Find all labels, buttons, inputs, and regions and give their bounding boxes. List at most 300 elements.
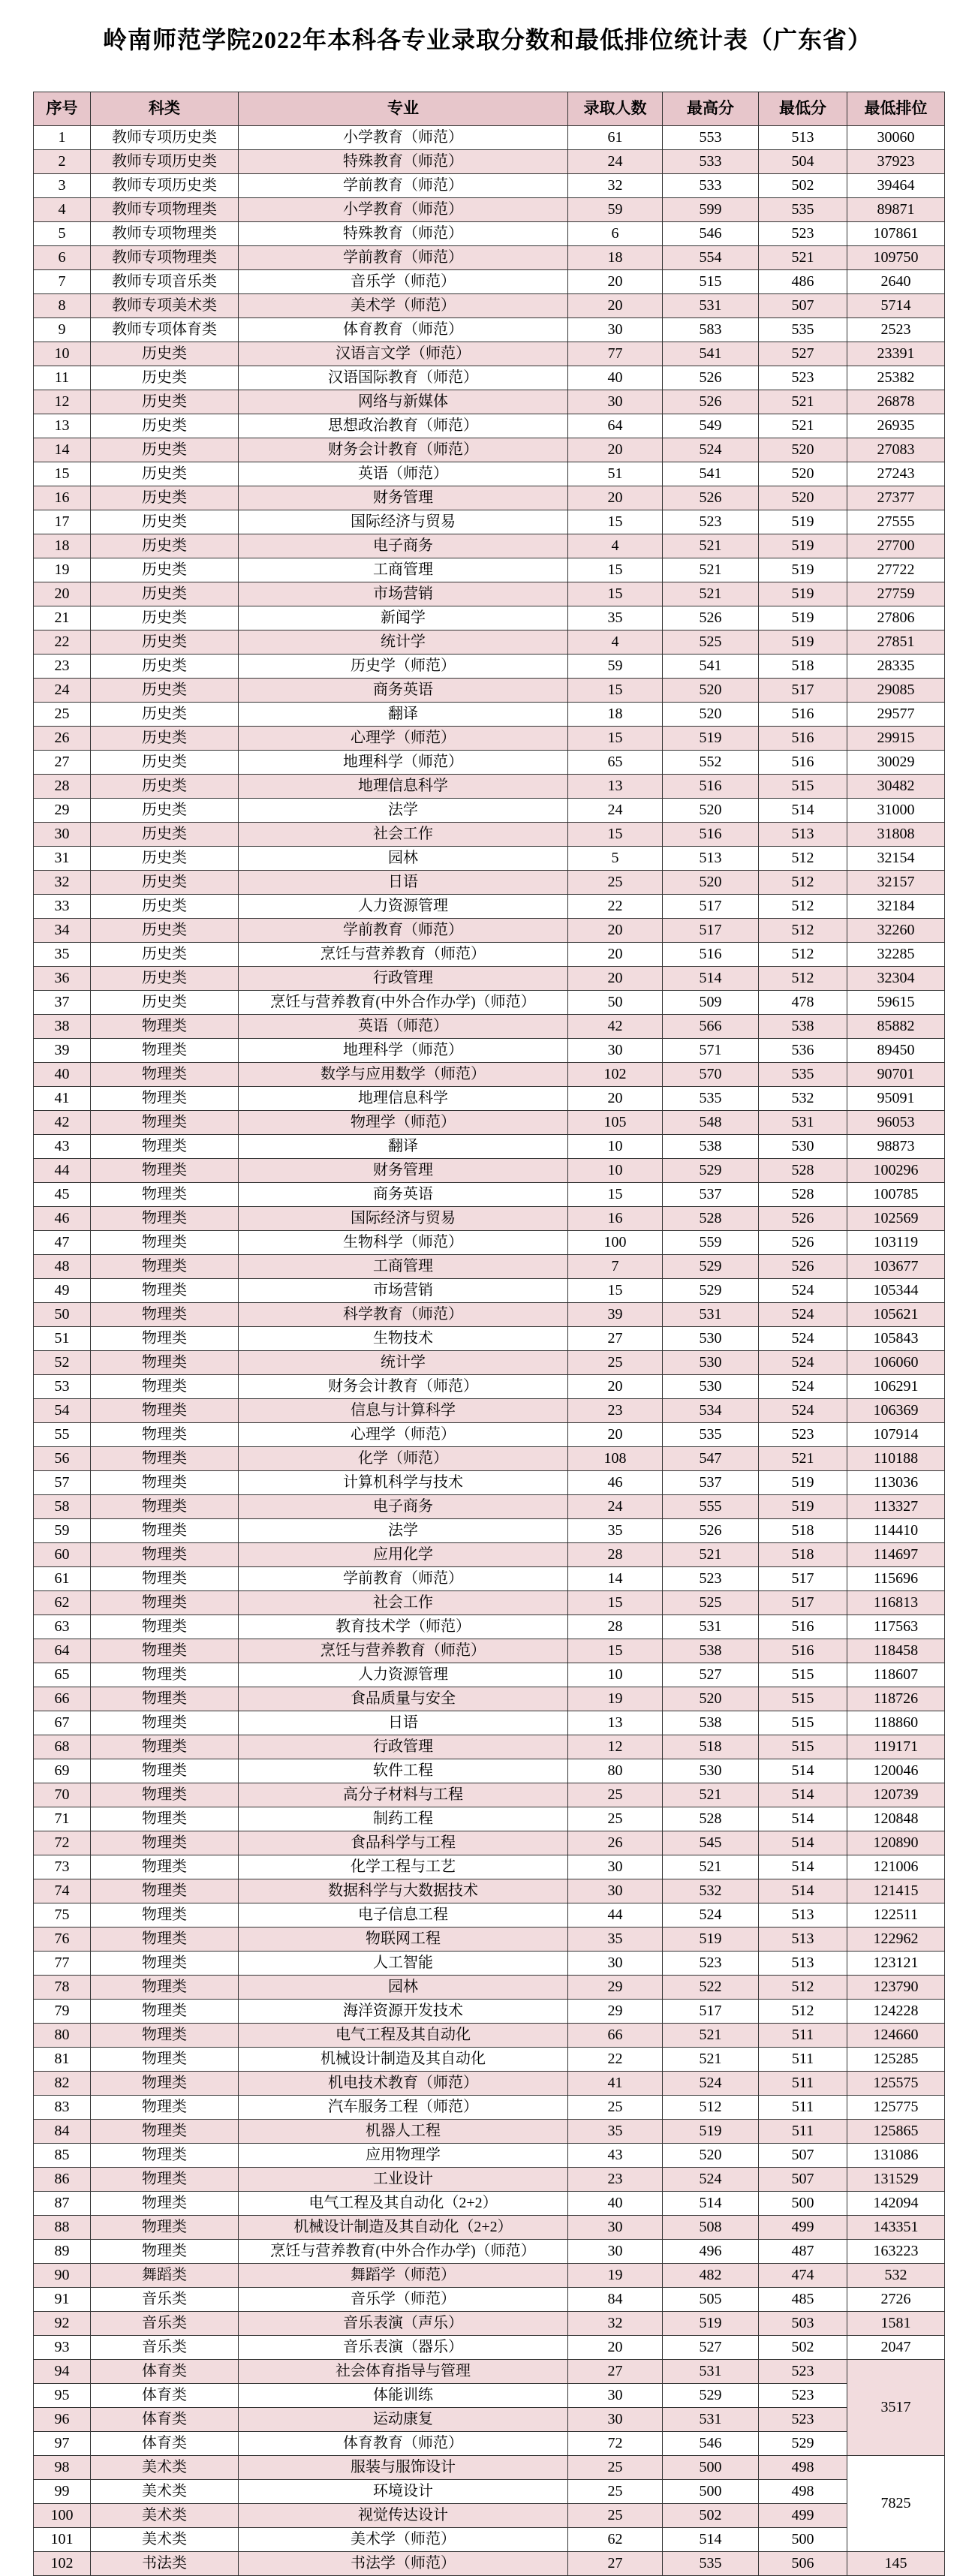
cell-enrolled: 20 [568,943,663,967]
cell-min-rank: 28335 [847,655,945,679]
cell-major: 汉语国际教育（师范） [239,366,568,390]
cell-major: 美术学（师范） [239,294,568,318]
cell-index: 101 [34,2528,91,2552]
cell-max-score: 531 [663,294,759,318]
table-row [34,1039,945,1063]
cell-min-score: 519 [759,630,847,655]
cell-enrolled: 22 [568,2048,663,2072]
cell-category: 物理类 [91,1255,239,1279]
table-row [34,1783,945,1807]
cell-major: 小学教育（师范） [239,198,568,222]
cell-major: 音乐表演（器乐） [239,2336,568,2360]
cell-index: 63 [34,1615,91,1639]
table-row [34,1519,945,1543]
cell-enrolled: 30 [568,2408,663,2432]
cell-index: 31 [34,847,91,871]
cell-category: 物理类 [91,1447,239,1471]
cell-min-rank: 29915 [847,727,945,751]
cell-major: 信息与计算科学 [239,1399,568,1423]
cell-enrolled: 15 [568,582,663,606]
cell-major: 学前教育（师范） [239,246,568,270]
cell-min-rank: 90701 [847,1063,945,1087]
cell-index: 50 [34,1303,91,1327]
cell-min-rank: 32184 [847,895,945,919]
cell-index: 58 [34,1495,91,1519]
cell-min-rank: 124660 [847,2024,945,2048]
cell-index: 82 [34,2072,91,2096]
cell-category: 物理类 [91,1687,239,1711]
cell-major: 思想政治教育（师范） [239,414,568,438]
cell-index: 66 [34,1687,91,1711]
admission-table [33,92,945,2576]
cell-enrolled: 30 [568,1952,663,1976]
cell-min-score: 532 [759,1087,847,1111]
table-row [34,2504,945,2528]
cell-index: 89 [34,2240,91,2264]
cell-max-score: 520 [663,871,759,895]
cell-max-score: 505 [663,2288,759,2312]
cell-min-score: 523 [759,2384,847,2408]
cell-category: 物理类 [91,1183,239,1207]
table-row [34,150,945,174]
cell-min-rank: 2523 [847,318,945,342]
cell-min-score: 523 [759,2360,847,2384]
cell-index: 53 [34,1375,91,1399]
cell-index: 23 [34,655,91,679]
cell-max-score: 521 [663,582,759,606]
cell-category: 历史类 [91,342,239,366]
cell-major: 工商管理 [239,1255,568,1279]
cell-major: 书法学（师范） [239,2552,568,2576]
cell-major: 机械设计制造及其自动化（2+2） [239,2216,568,2240]
cell-index: 36 [34,967,91,991]
cell-enrolled: 18 [568,246,663,270]
cell-major: 市场营销 [239,582,568,606]
cell-enrolled: 64 [568,414,663,438]
cell-major: 化学工程与工艺 [239,1855,568,1879]
cell-min-rank: 106369 [847,1399,945,1423]
cell-enrolled: 10 [568,1135,663,1159]
table-row [34,1735,945,1759]
cell-enrolled: 20 [568,294,663,318]
table-row [34,390,945,414]
cell-category: 物理类 [91,1903,239,1927]
cell-min-rank: 143351 [847,2216,945,2240]
cell-index: 85 [34,2144,91,2168]
cell-min-rank: 27851 [847,630,945,655]
cell-category: 教师专项物理类 [91,222,239,246]
cell-min-rank: 31000 [847,799,945,823]
cell-major: 日语 [239,871,568,895]
cell-major: 学前教育（师范） [239,919,568,943]
cell-min-score: 535 [759,198,847,222]
table-row [34,198,945,222]
table-row [34,1399,945,1423]
table-row [34,1976,945,2000]
cell-min-score: 520 [759,486,847,510]
table-row [34,1471,945,1495]
cell-max-score: 552 [663,751,759,775]
cell-category: 历史类 [91,390,239,414]
cell-min-rank: 32260 [847,919,945,943]
cell-major: 汉语言文学（师范） [239,342,568,366]
cell-enrolled: 40 [568,366,663,390]
cell-index: 27 [34,751,91,775]
cell-min-score: 518 [759,655,847,679]
cell-min-score: 523 [759,2408,847,2432]
cell-major: 国际经济与贸易 [239,1207,568,1231]
cell-category: 物理类 [91,2120,239,2144]
cell-max-score: 533 [663,174,759,198]
cell-category: 物理类 [91,1855,239,1879]
cell-category: 物理类 [91,1231,239,1255]
cell-max-score: 527 [663,1663,759,1687]
table-row [34,1495,945,1519]
cell-major: 体能训练 [239,2384,568,2408]
cell-major: 财务会计教育（师范） [239,1375,568,1399]
cell-enrolled: 35 [568,606,663,630]
cell-max-score: 531 [663,1303,759,1327]
cell-category: 历史类 [91,679,239,703]
cell-enrolled: 46 [568,1471,663,1495]
cell-max-score: 526 [663,1519,759,1543]
cell-index: 16 [34,486,91,510]
cell-min-score: 511 [759,2048,847,2072]
cell-enrolled: 19 [568,2264,663,2288]
cell-min-rank: 113327 [847,1495,945,1519]
table-row [34,2336,945,2360]
cell-min-score: 511 [759,2096,847,2120]
cell-index: 35 [34,943,91,967]
cell-min-score: 511 [759,2024,847,2048]
cell-max-score: 482 [663,2264,759,2288]
cell-category: 历史类 [91,871,239,895]
cell-category: 物理类 [91,1615,239,1639]
cell-min-score: 514 [759,1831,847,1855]
cell-major: 电气工程及其自动化 [239,2024,568,2048]
cell-category: 教师专项音乐类 [91,270,239,294]
cell-min-rank: 59615 [847,991,945,1015]
cell-min-rank: 118458 [847,1639,945,1663]
cell-max-score: 521 [663,558,759,582]
cell-index: 42 [34,1111,91,1135]
cell-max-score: 521 [663,1855,759,1879]
table-row [34,630,945,655]
cell-min-rank: 125865 [847,2120,945,2144]
cell-category: 物理类 [91,2216,239,2240]
cell-major: 食品质量与安全 [239,1687,568,1711]
cell-enrolled: 29 [568,2000,663,2024]
cell-major: 网络与新媒体 [239,390,568,414]
table-row [34,2432,945,2456]
cell-category: 物理类 [91,1087,239,1111]
cell-major: 法学 [239,1519,568,1543]
cell-max-score: 520 [663,799,759,823]
cell-max-score: 515 [663,270,759,294]
cell-min-score: 513 [759,1903,847,1927]
cell-min-score: 526 [759,1255,847,1279]
cell-major: 地理信息科学 [239,1087,568,1111]
cell-min-rank: 103677 [847,1255,945,1279]
table-row [34,1087,945,1111]
cell-enrolled: 27 [568,2552,663,2576]
cell-major: 生物科学（师范） [239,1231,568,1255]
cell-index: 64 [34,1639,91,1663]
cell-enrolled: 15 [568,1639,663,1663]
cell-major: 统计学 [239,1351,568,1375]
cell-category: 教师专项体育类 [91,318,239,342]
cell-major: 汽车服务工程（师范） [239,2096,568,2120]
cell-min-rank: 30029 [847,751,945,775]
table-row [34,823,945,847]
header-enrolled: 录取人数 [568,92,663,126]
cell-major: 科学教育（师范） [239,1303,568,1327]
cell-major: 体育教育（师范） [239,2432,568,2456]
cell-enrolled: 24 [568,799,663,823]
cell-min-rank: 2047 [847,2336,945,2360]
cell-major: 机械设计制造及其自动化 [239,2048,568,2072]
cell-min-score: 524 [759,1327,847,1351]
cell-category: 历史类 [91,606,239,630]
cell-min-rank: 27759 [847,582,945,606]
cell-category: 物理类 [91,1159,239,1183]
cell-min-score: 524 [759,1399,847,1423]
cell-index: 60 [34,1543,91,1567]
cell-max-score: 535 [663,1423,759,1447]
table-row [34,2096,945,2120]
cell-min-score: 515 [759,1687,847,1711]
cell-min-rank: 96053 [847,1111,945,1135]
table-row [34,1952,945,1976]
cell-enrolled: 39 [568,1303,663,1327]
cell-index: 70 [34,1783,91,1807]
cell-category: 物理类 [91,1519,239,1543]
cell-index: 33 [34,895,91,919]
cell-min-score: 512 [759,1976,847,2000]
cell-min-score: 524 [759,1279,847,1303]
cell-major: 应用化学 [239,1543,568,1567]
table-row [34,703,945,727]
cell-enrolled: 4 [568,534,663,558]
cell-max-score: 514 [663,967,759,991]
table-row [34,1807,945,1831]
cell-major: 高分子材料与工程 [239,1783,568,1807]
cell-min-rank: 123790 [847,1976,945,2000]
cell-min-score: 535 [759,318,847,342]
cell-enrolled: 19 [568,1687,663,1711]
cell-index: 61 [34,1567,91,1591]
cell-category: 物理类 [91,2240,239,2264]
table-row [34,414,945,438]
cell-min-rank: 115696 [847,1567,945,1591]
cell-min-score: 519 [759,534,847,558]
table-row [34,1447,945,1471]
table-row [34,1351,945,1375]
cell-min-score: 500 [759,2528,847,2552]
table-row [34,2216,945,2240]
cell-min-rank: 118726 [847,1687,945,1711]
cell-max-score: 519 [663,2120,759,2144]
cell-index: 40 [34,1063,91,1087]
cell-enrolled: 35 [568,1519,663,1543]
cell-category: 体育类 [91,2432,239,2456]
table-row [34,2528,945,2552]
cell-max-score: 566 [663,1015,759,1039]
cell-min-score: 523 [759,222,847,246]
cell-min-rank: 118860 [847,1711,945,1735]
cell-category: 物理类 [91,1135,239,1159]
cell-min-rank: 89450 [847,1039,945,1063]
cell-min-score: 516 [759,727,847,751]
cell-category: 物理类 [91,1063,239,1087]
cell-major: 生物技术 [239,1327,568,1351]
cell-enrolled: 25 [568,2096,663,2120]
cell-major: 服装与服饰设计 [239,2456,568,2480]
cell-enrolled: 30 [568,390,663,414]
cell-max-score: 535 [663,1087,759,1111]
cell-min-score: 507 [759,294,847,318]
cell-category: 体育类 [91,2408,239,2432]
cell-min-rank: 121006 [847,1855,945,1879]
cell-category: 教师专项美术类 [91,294,239,318]
cell-category: 物理类 [91,1375,239,1399]
cell-max-score: 541 [663,342,759,366]
cell-enrolled: 28 [568,1543,663,1567]
cell-max-score: 554 [663,246,759,270]
cell-major: 视觉传达设计 [239,2504,568,2528]
cell-major: 烹饪与营养教育（师范） [239,943,568,967]
cell-max-score: 527 [663,2336,759,2360]
cell-min-rank: 32154 [847,847,945,871]
cell-major: 特殊教育（师范） [239,222,568,246]
cell-category: 物理类 [91,1663,239,1687]
table-row [34,534,945,558]
cell-category: 物理类 [91,2144,239,2168]
cell-max-score: 529 [663,1279,759,1303]
cell-index: 75 [34,1903,91,1927]
cell-max-score: 532 [663,1879,759,1903]
cell-category: 历史类 [91,655,239,679]
cell-min-rank: 116813 [847,1591,945,1615]
cell-min-score: 521 [759,246,847,270]
cell-max-score: 524 [663,2168,759,2192]
cell-major: 财务管理 [239,1159,568,1183]
table-row [34,1423,945,1447]
cell-max-score: 521 [663,1783,759,1807]
cell-enrolled: 15 [568,1183,663,1207]
cell-index: 30 [34,823,91,847]
cell-max-score: 530 [663,1759,759,1783]
table-row [34,126,945,150]
cell-category: 物理类 [91,2072,239,2096]
cell-enrolled: 16 [568,1207,663,1231]
cell-enrolled: 28 [568,1615,663,1639]
cell-major: 历史学（师范） [239,655,568,679]
cell-index: 46 [34,1207,91,1231]
cell-index: 72 [34,1831,91,1855]
table-row [34,510,945,534]
cell-min-rank: 2640 [847,270,945,294]
cell-enrolled: 15 [568,1591,663,1615]
cell-category: 历史类 [91,366,239,390]
table-row [34,1855,945,1879]
cell-max-score: 525 [663,1591,759,1615]
cell-major: 地理信息科学 [239,775,568,799]
cell-index: 55 [34,1423,91,1447]
table-row [34,342,945,366]
cell-min-score: 521 [759,414,847,438]
cell-major: 学前教育（师范） [239,174,568,198]
cell-min-rank: 32304 [847,967,945,991]
cell-max-score: 516 [663,943,759,967]
cell-max-score: 535 [663,2552,759,2576]
cell-major: 美术学（师范） [239,2528,568,2552]
cell-min-score: 512 [759,871,847,895]
cell-enrolled: 102 [568,1063,663,1087]
cell-min-score: 519 [759,1471,847,1495]
cell-enrolled: 15 [568,558,663,582]
cell-enrolled: 25 [568,1807,663,1831]
cell-major: 园林 [239,847,568,871]
cell-max-score: 514 [663,2192,759,2216]
cell-index: 7 [34,270,91,294]
cell-major: 人力资源管理 [239,895,568,919]
cell-min-score: 516 [759,1639,847,1663]
cell-min-score: 536 [759,1039,847,1063]
cell-min-score: 518 [759,1519,847,1543]
cell-max-score: 553 [663,126,759,150]
cell-max-score: 517 [663,895,759,919]
cell-min-rank: 107861 [847,222,945,246]
cell-min-score: 499 [759,2216,847,2240]
cell-category: 历史类 [91,895,239,919]
cell-category: 历史类 [91,991,239,1015]
cell-category: 物理类 [91,1711,239,1735]
cell-index: 11 [34,366,91,390]
cell-category: 物理类 [91,1303,239,1327]
cell-min-score: 519 [759,510,847,534]
cell-min-rank: 102569 [847,1207,945,1231]
cell-min-rank: 27083 [847,438,945,462]
cell-category: 音乐类 [91,2288,239,2312]
cell-min-rank: 100785 [847,1183,945,1207]
header-max-score: 最高分 [663,92,759,126]
cell-major: 行政管理 [239,967,568,991]
cell-enrolled: 5 [568,847,663,871]
cell-category: 历史类 [91,486,239,510]
cell-min-score: 513 [759,1952,847,1976]
cell-category: 教师专项物理类 [91,198,239,222]
cell-category: 教师专项物理类 [91,246,239,270]
cell-enrolled: 6 [568,222,663,246]
cell-category: 教师专项历史类 [91,150,239,174]
cell-enrolled: 20 [568,1375,663,1399]
cell-min-score: 515 [759,1711,847,1735]
cell-index: 12 [34,390,91,414]
cell-category: 物理类 [91,1351,239,1375]
cell-enrolled: 10 [568,1663,663,1687]
cell-min-score: 478 [759,991,847,1015]
cell-enrolled: 20 [568,2336,663,2360]
cell-max-score: 516 [663,823,759,847]
cell-major: 特殊教育（师范） [239,150,568,174]
cell-min-score: 487 [759,2240,847,2264]
page-title: 岭南师范学院2022年本科各专业录取分数和最低排位统计表（广东省） [102,26,872,53]
cell-index: 26 [34,727,91,751]
cell-min-rank: 32285 [847,943,945,967]
cell-min-rank: 113036 [847,1471,945,1495]
cell-max-score: 496 [663,2240,759,2264]
